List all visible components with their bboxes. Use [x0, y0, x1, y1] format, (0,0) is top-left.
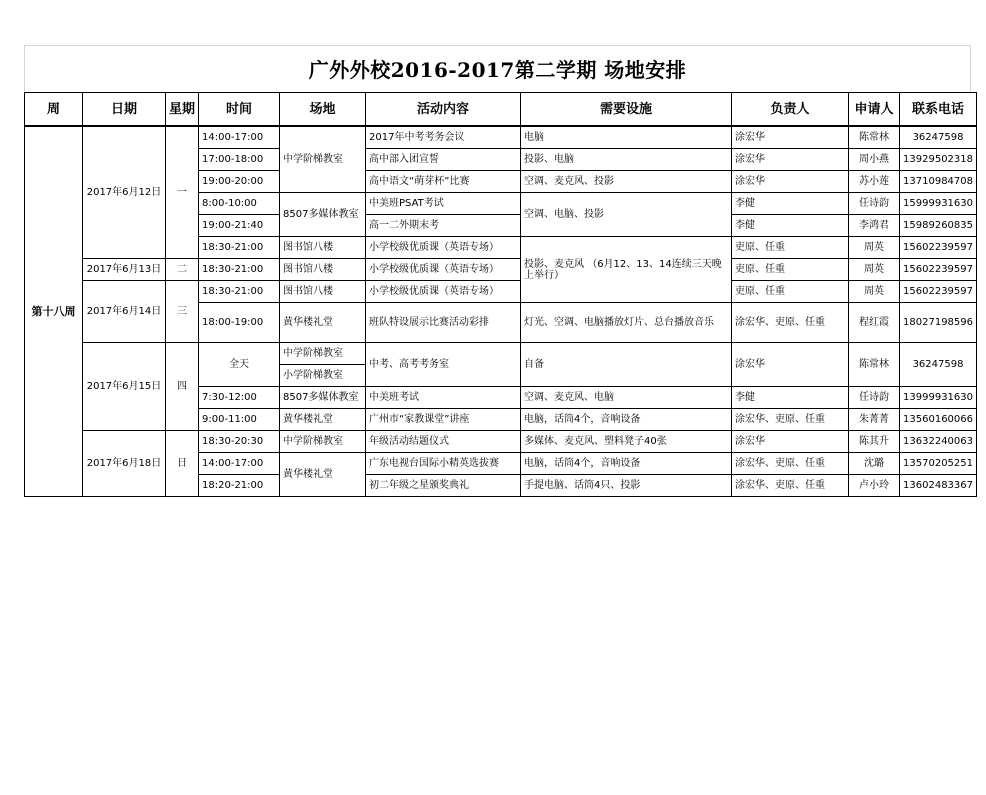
- facility-cell: 多媒体、麦克风、塑料凳子40张: [521, 431, 732, 453]
- applicant-cell: 周英: [849, 237, 900, 259]
- owner-cell: 涂宏华: [732, 126, 849, 149]
- phone-cell: 13999931630: [900, 387, 977, 409]
- facility-cell: 电脑，话筒4个，音响设备: [521, 453, 732, 475]
- applicant-cell: 朱菁菁: [849, 409, 900, 431]
- time-cell: 18:30-21:00: [199, 259, 280, 281]
- venue-cell: 中学阶梯教室: [280, 343, 366, 365]
- facility-cell: 电脑: [521, 126, 732, 149]
- header-time: 时间: [199, 93, 280, 127]
- activity-cell: 高中语文“萌芽杯”比赛: [366, 171, 521, 193]
- phone-cell: 13710984708: [900, 171, 977, 193]
- venue-cell: 小学阶梯教室: [280, 365, 366, 387]
- header-owner: 负责人: [732, 93, 849, 127]
- week-cell: 第十八周: [25, 126, 83, 497]
- header-applicant: 申请人: [849, 93, 900, 127]
- schedule-table: [24, 92, 977, 497]
- phone-cell: 15989260835: [900, 215, 977, 237]
- activity-cell: 小学校级优质课（英语专场）: [366, 281, 521, 303]
- date-cell: 2017年6月14日: [83, 281, 166, 343]
- phone-cell: 13560160066: [900, 409, 977, 431]
- venue-cell: 图书馆八楼: [280, 259, 366, 281]
- phone-cell: 15602239597: [900, 259, 977, 281]
- weekday-cell: 一: [166, 126, 199, 259]
- facility-cell: 空调、麦克风、电脑: [521, 387, 732, 409]
- header-facility: 需要设施: [521, 93, 732, 127]
- owner-cell: 涂宏华、吏原、任重: [732, 475, 849, 497]
- applicant-cell: 李鸿君: [849, 215, 900, 237]
- phone-cell: 36247598: [900, 343, 977, 387]
- owner-cell: 吏原、任重: [732, 281, 849, 303]
- phone-cell: 15602239597: [900, 281, 977, 303]
- owner-cell: 涂宏华: [732, 171, 849, 193]
- date-cell: 2017年6月18日: [83, 431, 166, 497]
- applicant-cell: 苏小莲: [849, 171, 900, 193]
- table-row: [25, 259, 977, 281]
- phone-cell: 13602483367: [900, 475, 977, 497]
- phone-cell: 15999931630: [900, 193, 977, 215]
- venue-cell: 黄华楼礼堂: [280, 453, 366, 497]
- phone-cell: 15602239597: [900, 237, 977, 259]
- header-activity: 活动内容: [366, 93, 521, 127]
- facility-cell: 空调、麦克风、投影: [521, 171, 732, 193]
- venue-cell: 8507多媒体教室: [280, 387, 366, 409]
- phone-cell: 18027198596: [900, 303, 977, 343]
- time-cell: 19:00-21:40: [199, 215, 280, 237]
- header-row: [25, 93, 977, 127]
- date-cell: 2017年6月15日: [83, 343, 166, 431]
- time-cell: 19:00-20:00: [199, 171, 280, 193]
- header-date: 日期: [83, 93, 166, 127]
- applicant-cell: 陈常林: [849, 343, 900, 387]
- venue-cell: 图书馆八楼: [280, 281, 366, 303]
- time-cell: 8:00-10:00: [199, 193, 280, 215]
- owner-cell: 涂宏华、吏原、任重: [732, 453, 849, 475]
- activity-cell: 广东电视台国际小精英选拔赛: [366, 453, 521, 475]
- time-cell: 18:30-21:00: [199, 237, 280, 259]
- header-weekday: 星期: [166, 93, 199, 127]
- owner-cell: 涂宏华、吏原、任重: [732, 409, 849, 431]
- venue-cell: 黄华楼礼堂: [280, 303, 366, 343]
- applicant-cell: 卢小玲: [849, 475, 900, 497]
- activity-cell: 广州市“家教课堂”讲座: [366, 409, 521, 431]
- date-cell: 2017年6月13日: [83, 259, 166, 281]
- facility-cell: 自备: [521, 343, 732, 387]
- owner-cell: 李健: [732, 215, 849, 237]
- table-row: [25, 343, 977, 365]
- title-box: [24, 45, 971, 92]
- activity-cell: 年级活动结题仪式: [366, 431, 521, 453]
- owner-cell: 涂宏华: [732, 431, 849, 453]
- activity-cell: 高一二外期末考: [366, 215, 521, 237]
- applicant-cell: 任诗韵: [849, 387, 900, 409]
- activity-cell: 高中部入团宣誓: [366, 149, 521, 171]
- date-cell: 2017年6月12日: [83, 126, 166, 259]
- venue-cell: 中学阶梯教室: [280, 431, 366, 453]
- owner-cell: 李健: [732, 193, 849, 215]
- weekday-cell: 日: [166, 431, 199, 497]
- activity-cell: 中考、高考考务室: [366, 343, 521, 387]
- header-venue: 场地: [280, 93, 366, 127]
- applicant-cell: 陈其升: [849, 431, 900, 453]
- time-cell: 18:20-21:00: [199, 475, 280, 497]
- owner-cell: 涂宏华: [732, 149, 849, 171]
- applicant-cell: 周英: [849, 259, 900, 281]
- applicant-cell: 沈璐: [849, 453, 900, 475]
- activity-cell: 小学校级优质课（英语专场）: [366, 259, 521, 281]
- applicant-cell: 程红霞: [849, 303, 900, 343]
- activity-cell: 初二年级之星颁奖典礼: [366, 475, 521, 497]
- owner-cell: 李健: [732, 387, 849, 409]
- venue-cell: 黄华楼礼堂: [280, 409, 366, 431]
- time-cell: 18:30-20:30: [199, 431, 280, 453]
- time-cell: 全天: [199, 343, 280, 387]
- table-row: [25, 281, 977, 303]
- venue-cell: 图书馆八楼: [280, 237, 366, 259]
- facility-cell: 空调、电脑、投影: [521, 193, 732, 237]
- table-row: [25, 126, 977, 149]
- time-cell: 18:30-21:00: [199, 281, 280, 303]
- activity-cell: 中美班考试: [366, 387, 521, 409]
- phone-cell: 13632240063: [900, 431, 977, 453]
- phone-cell: 13929502318: [900, 149, 977, 171]
- weekday-cell: 二: [166, 259, 199, 281]
- weekday-cell: 四: [166, 343, 199, 431]
- facility-cell: 投影、电脑: [521, 149, 732, 171]
- owner-cell: 吏原、任重: [732, 237, 849, 259]
- activity-cell: 中美班PSAT考试: [366, 193, 521, 215]
- applicant-cell: 陈常林: [849, 126, 900, 149]
- time-cell: 14:00-17:00: [199, 453, 280, 475]
- facility-cell: 灯光、空调、电脑播放灯片、总台播放音乐: [521, 303, 732, 343]
- venue-cell: 中学阶梯教室: [280, 126, 366, 193]
- time-cell: 9:00-11:00: [199, 409, 280, 431]
- activity-cell: 小学校级优质课（英语专场）: [366, 237, 521, 259]
- applicant-cell: 周小燕: [849, 149, 900, 171]
- owner-cell: 涂宏华、吏原、任重: [732, 303, 849, 343]
- activity-cell: 班队特设展示比赛活动彩排: [366, 303, 521, 343]
- page-title: 广外外校2016-2017第二学期 场地安排: [308, 58, 687, 82]
- phone-cell: 13570205251: [900, 453, 977, 475]
- facility-cell: 手提电脑、话筒4只、投影: [521, 475, 732, 497]
- header-week: 周: [25, 93, 83, 127]
- facility-cell: 投影、麦克风 （6月12、13、14连续三天晚上举行）: [521, 237, 732, 303]
- owner-cell: 吏原、任重: [732, 259, 849, 281]
- applicant-cell: 任诗韵: [849, 193, 900, 215]
- time-cell: 17:00-18:00: [199, 149, 280, 171]
- phone-cell: 36247598: [900, 126, 977, 149]
- time-cell: 18:00-19:00: [199, 303, 280, 343]
- owner-cell: 涂宏华: [732, 343, 849, 387]
- activity-cell: 2017年中考考务会议: [366, 126, 521, 149]
- time-cell: 7:30-12:00: [199, 387, 280, 409]
- weekday-cell: 三: [166, 281, 199, 343]
- facility-cell: 电脑，话筒4个，音响设备: [521, 409, 732, 431]
- applicant-cell: 周英: [849, 281, 900, 303]
- time-cell: 14:00-17:00: [199, 126, 280, 149]
- table-row: [25, 431, 977, 453]
- venue-cell: 8507多媒体教室: [280, 193, 366, 237]
- header-phone: 联系电话: [900, 93, 977, 127]
